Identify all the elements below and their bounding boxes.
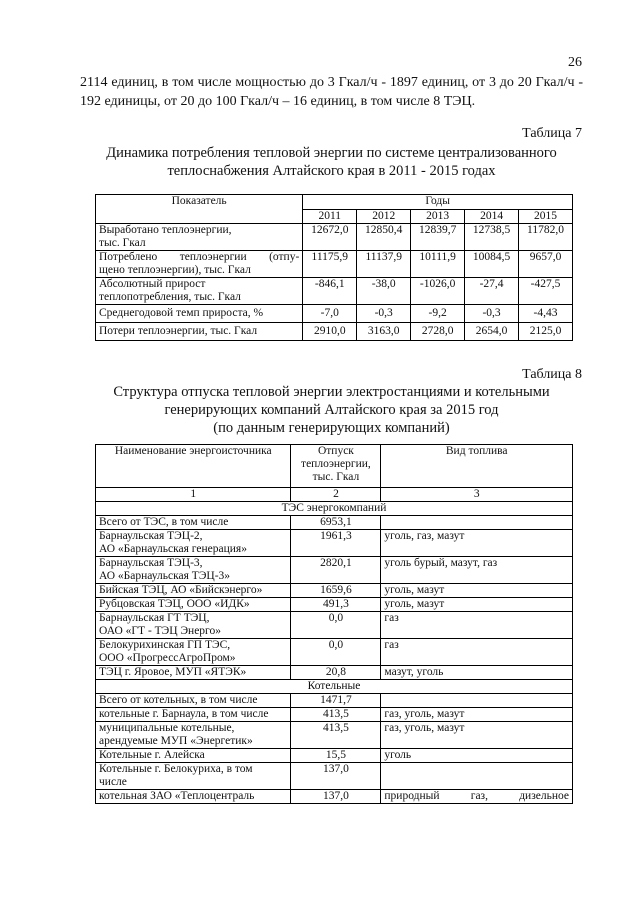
source-output: 6953,1 [291, 516, 381, 530]
page-number: 26 [568, 55, 582, 70]
source-name: Всего от котельных, в том числе [96, 694, 291, 708]
fuel-word: газ, [470, 790, 488, 802]
table7-cell: -0,3 [465, 305, 519, 323]
source-name: ТЭЦ г. Яровое, МУП «ЯТЭК» [96, 666, 291, 680]
table7-row-label: Потреблено теплоэнергии (отпу- щено теплоэнергии), тыс. Гкал [96, 251, 303, 278]
table7-cell: 9657,0 [519, 251, 573, 278]
source-output: 413,5 [291, 708, 381, 722]
table8-title [80, 383, 583, 437]
source-output: 20,8 [291, 666, 381, 680]
table-row [96, 557, 573, 584]
source-fuel: мазут, уголь [381, 666, 573, 680]
source-output: 1471,7 [291, 694, 381, 708]
source-name: Рубцовская ТЭЦ, ООО «ИДК» [96, 598, 291, 612]
table7-cell: -7,0 [303, 305, 357, 323]
table8-num-row [96, 488, 573, 502]
table7-label: Таблица 7 [522, 126, 582, 141]
intro-paragraph: 2114 единиц, в том числе мощностью до 3 Гкал/ч - 1897 единиц, от 3 до 20 Гкал/ч - 192 единицы, от 20 до 100 Гкал/ч – 16 единиц, в том числе 8 ТЭЦ. [80, 75, 583, 109]
table8-title-line2: генерирующих компаний Алтайского края за 2015 год [164, 402, 499, 418]
source-fuel: газ, уголь, мазут [381, 708, 573, 722]
table8-col-output: Отпуск теплоэнергии, тыс. Гкал [291, 445, 381, 488]
table7-cell: -0,3 [357, 305, 411, 323]
table8-col-name: Наименование энергоисточника [96, 445, 291, 488]
table7-cell: 11137,9 [357, 251, 411, 278]
source-name: Котельные г. Белокуриха, в том числе [96, 763, 291, 790]
source-output: 15,5 [291, 749, 381, 763]
table8-col-fuel: Вид топлива [381, 445, 573, 488]
table-row [96, 790, 573, 804]
source-name: Всего от ТЭС, в том числе [96, 516, 291, 530]
table-row [96, 530, 573, 557]
table-row [96, 763, 573, 790]
table7 [95, 194, 573, 341]
table7-header-row [96, 195, 573, 210]
table8-title-line3: (по данным генерирующих компаний) [213, 420, 450, 436]
source-name: Барнаульская ГТ ТЭЦ, ОАО «ГТ - ТЭЦ Энерго» [96, 612, 291, 639]
table7-cell: -4,43 [519, 305, 573, 323]
section-heading-boilers: Котельные [96, 680, 573, 694]
source-name: Бийская ТЭЦ, АО «Бийскэнерго» [96, 584, 291, 598]
table-row [96, 639, 573, 666]
source-fuel: газ [381, 639, 573, 666]
source-name: Барнаульская ТЭЦ-2, АО «Барнаульская генерация» [96, 530, 291, 557]
table-row [96, 666, 573, 680]
source-name: Белокурихинская ГП ТЭС, ООО «ПрогрессАгроПром» [96, 639, 291, 666]
table7-cell: 11782,0 [519, 224, 573, 251]
table8-title-line1: Структура отпуска тепловой энергии электростанциями и котельными [113, 384, 550, 400]
fuel-word: дизельное [519, 790, 569, 802]
table8-label: Таблица 8 [522, 367, 582, 382]
source-output: 0,0 [291, 639, 381, 666]
table-row [96, 612, 573, 639]
table7-year: 2013 [411, 210, 465, 224]
table8-col-num: 3 [381, 488, 573, 502]
table-row [96, 251, 573, 278]
source-output: 1961,3 [291, 530, 381, 557]
table7-cell: -427,5 [519, 278, 573, 305]
table7-cell: -1026,0 [411, 278, 465, 305]
table7-cell: 12672,0 [303, 224, 357, 251]
source-fuel: уголь, газ, мазут [381, 530, 573, 557]
table7-cell: 11175,9 [303, 251, 357, 278]
table-row [96, 749, 573, 763]
source-output: 137,0 [291, 790, 381, 804]
source-fuel [381, 694, 573, 708]
table7-year: 2014 [465, 210, 519, 224]
source-output: 491,3 [291, 598, 381, 612]
table7-title-line2: теплоснабжения Алтайского края в 2011 - 2015 годах [167, 163, 496, 179]
source-fuel: уголь, мазут [381, 598, 573, 612]
table8-header-row [96, 445, 573, 488]
table8-section-row [96, 502, 573, 516]
table7-row-label: Среднегодовой темп прироста, % [96, 305, 303, 323]
table7-title-line1: Динамика потребления тепловой энергии по системе централизованного [106, 145, 557, 161]
table7-year: 2012 [357, 210, 411, 224]
table8-section-row [96, 680, 573, 694]
source-output: 1659,6 [291, 584, 381, 598]
source-fuel: уголь бурый, мазут, газ [381, 557, 573, 584]
source-fuel [381, 790, 573, 804]
table7-cell: -38,0 [357, 278, 411, 305]
table7-col-years: Годы [303, 195, 573, 210]
fuel-word: природный [384, 790, 440, 802]
table7-cell: 3163,0 [357, 323, 411, 341]
table-row [96, 224, 573, 251]
source-output: 0,0 [291, 612, 381, 639]
table7-row-label: Абсолютный прирост теплопотребления, тыс. Гкал [96, 278, 303, 305]
source-output: 413,5 [291, 722, 381, 749]
table-row [96, 694, 573, 708]
table7-year: 2015 [519, 210, 573, 224]
table7-cell: 12850,4 [357, 224, 411, 251]
table-row [96, 278, 573, 305]
source-fuel [381, 763, 573, 790]
table-row [96, 305, 573, 323]
section-heading-tes: ТЭС энергокомпаний [96, 502, 573, 516]
table7-cell: 12839,7 [411, 224, 465, 251]
table-row [96, 722, 573, 749]
table7-cell: 2728,0 [411, 323, 465, 341]
table7-row-label: Выработано теплоэнергии, тыс. Гкал [96, 224, 303, 251]
table-row [96, 708, 573, 722]
table7-col-indicator: Показатель [96, 195, 303, 224]
table8 [95, 444, 573, 804]
table8-col-num: 2 [291, 488, 381, 502]
table7-cell: 2125,0 [519, 323, 573, 341]
table7-cell: 2654,0 [465, 323, 519, 341]
table-row [96, 323, 573, 341]
table8-col-num: 1 [96, 488, 291, 502]
source-name: котельные г. Барнаула, в том числе [96, 708, 291, 722]
source-name: муниципальные котельные, арендуемые МУП «Энергетик» [96, 722, 291, 749]
table7-cell: 2910,0 [303, 323, 357, 341]
table-row [96, 584, 573, 598]
source-name: Барнаульская ТЭЦ-3, АО «Барнаульская ТЭЦ-3» [96, 557, 291, 584]
table7-row-label: Потери теплоэнергии, тыс. Гкал [96, 323, 303, 341]
table7-title [80, 144, 583, 180]
source-fuel: газ [381, 612, 573, 639]
table7-cell: 10084,5 [465, 251, 519, 278]
table7-year: 2011 [303, 210, 357, 224]
source-fuel: уголь [381, 749, 573, 763]
table7-cell: 10111,9 [411, 251, 465, 278]
table7-cell: -9,2 [411, 305, 465, 323]
source-name: Котельные г. Алейска [96, 749, 291, 763]
table-row [96, 598, 573, 612]
source-fuel: газ, уголь, мазут [381, 722, 573, 749]
table7-cell: -846,1 [303, 278, 357, 305]
source-fuel: уголь, мазут [381, 584, 573, 598]
table7-cell: -27,4 [465, 278, 519, 305]
source-name: котельная ЗАО «Теплоцентраль [96, 790, 291, 804]
source-fuel [381, 516, 573, 530]
table-row [96, 516, 573, 530]
source-output: 2820,1 [291, 557, 381, 584]
source-output: 137,0 [291, 763, 381, 790]
table7-cell: 12738,5 [465, 224, 519, 251]
